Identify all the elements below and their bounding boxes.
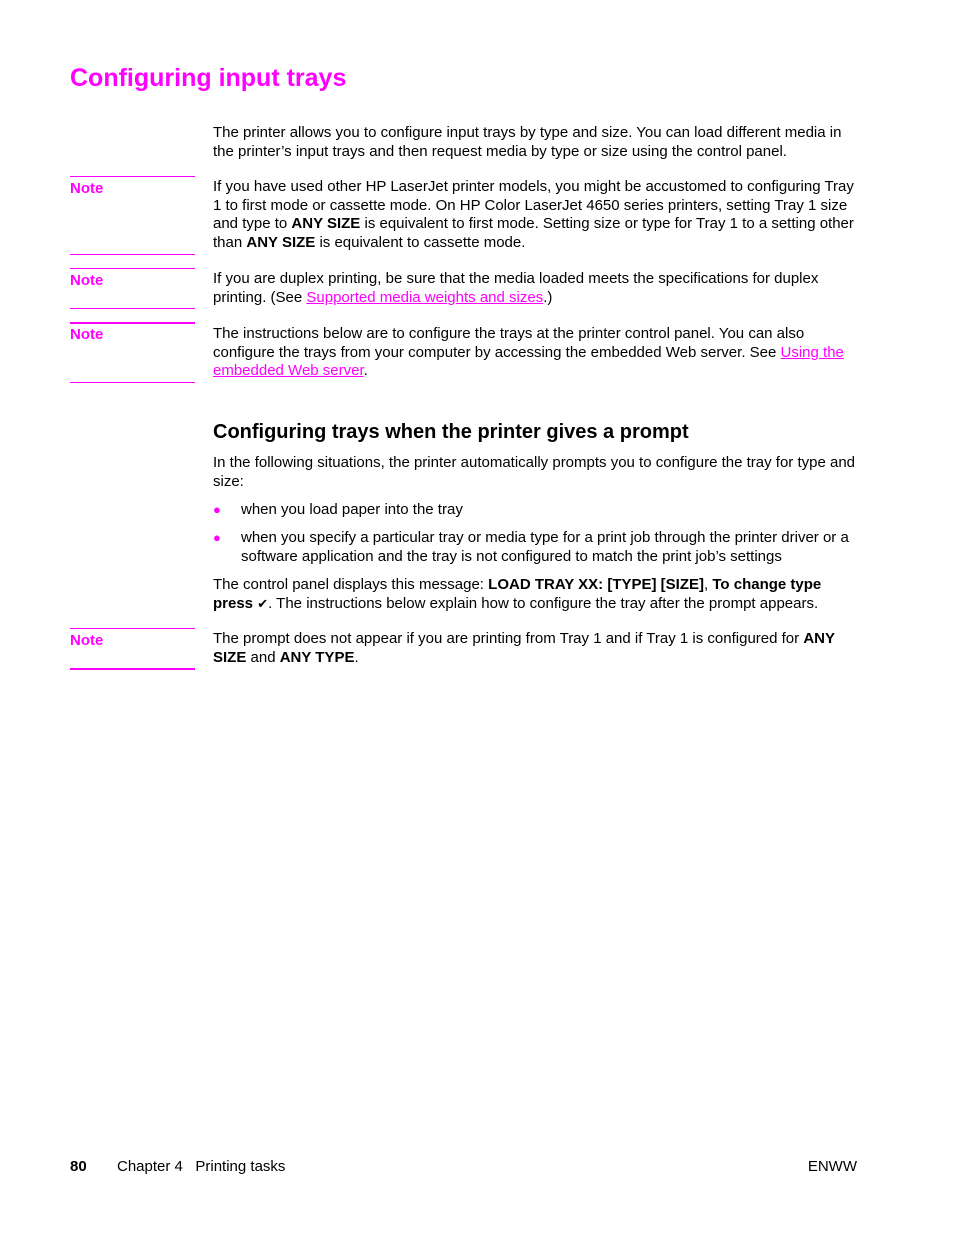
- footer-right-label: ENWW: [807, 1158, 857, 1175]
- message-paragraph: The control panel displays this message: LOAD TRAY XX: [TYPE] [SIZE], To change type press ✔. The instructions below explain how to configure the tray after the prompt appears.: [213, 576, 822, 612]
- note-label: Note: [70, 632, 104, 649]
- note-label: Note: [70, 272, 104, 289]
- note-text: The instructions below are to configure the trays at the printer control panel. You can also configure the trays from your computer by accessing the embedded Web server. See Using the embedded Web server.: [213, 325, 844, 380]
- section-heading: Configuring trays when the printer gives a prompt: [213, 421, 689, 443]
- note-label: Note: [70, 180, 104, 197]
- note-bottom-rule: [70, 254, 195, 255]
- note-text: If you have used other HP LaserJet printer models, you might be accustomed to configuring Tray 1 to first mode or cassette mode. On HP Color LaserJet 4650 series printers, setting Tray 1 size and type to ANY SIZE is equivalent to first mode. Setting size or type for Tray 1 to a setting other than ANY SIZE is equivalent to cassette mode.: [213, 178, 854, 251]
- note-text: If you are duplex printing, be sure that the media loaded meets the specifications for duplex printing. (See Supported media weights and sizes.): [213, 270, 819, 306]
- page-title: Configuring input trays: [70, 64, 347, 92]
- note-top-rule: [70, 268, 195, 269]
- note-top-rule: [70, 322, 195, 324]
- chapter-label: Chapter 4 Printing tasks: [117, 1158, 286, 1175]
- note-top-rule: [70, 628, 195, 629]
- checkmark-icon: ✔: [257, 596, 269, 612]
- note-top-rule: [70, 176, 195, 177]
- bullet-icon: ●: [213, 530, 221, 545]
- note-bottom-rule: [70, 668, 195, 670]
- situations-intro: In the following situations, the printer automatically prompts you to configure the tray for type and size:: [213, 454, 856, 490]
- embedded-web-server-link[interactable]: Using the embedded Web server: [213, 343, 844, 380]
- supported-media-link[interactable]: Supported media weights and sizes: [306, 288, 544, 306]
- note-label: Note: [70, 326, 104, 343]
- note-text: The prompt does not appear if you are printing from Tray 1 and if Tray 1 is configured for ANY SIZE and ANY TYPE.: [213, 630, 835, 666]
- bullet-icon: ●: [213, 502, 221, 517]
- intro-paragraph: The printer allows you to configure input trays by type and size. You can load different media in the printer’s input trays and then request media by type or size using the control panel.: [213, 124, 842, 160]
- note-bottom-rule: [70, 308, 195, 309]
- page-number: 80: [70, 1158, 87, 1175]
- note-bottom-rule: [70, 382, 195, 383]
